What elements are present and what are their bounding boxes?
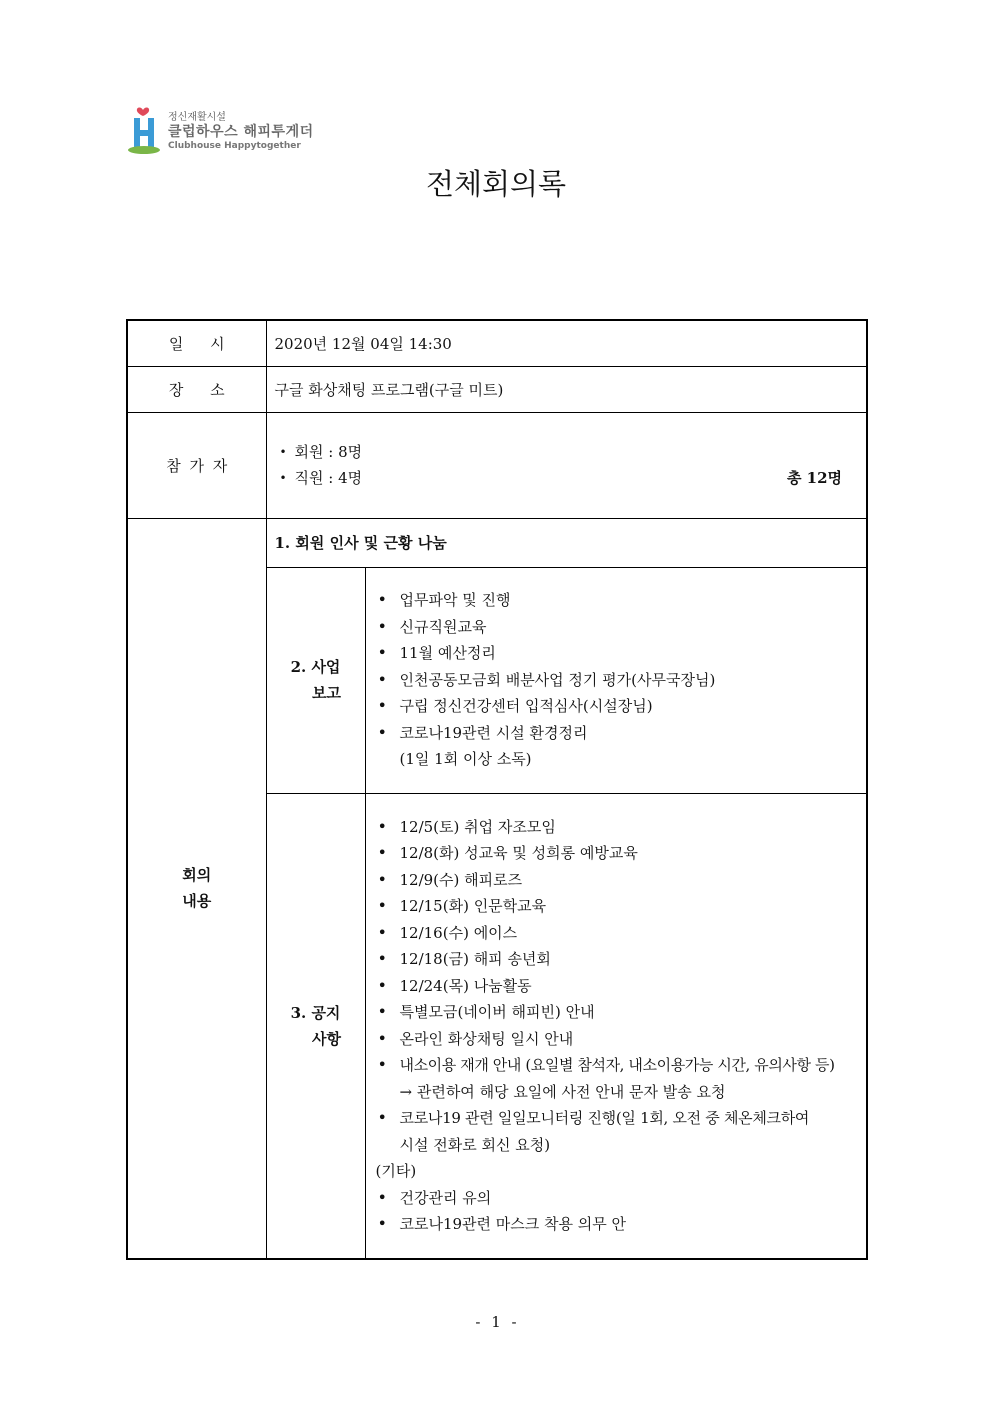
list-item: • 온라인 화상채팅 일시 안내 [374,1026,859,1053]
logo [128,104,328,156]
section-3-label-1: 3. 공지 [290,1003,341,1022]
list-item: • 신규직원교육 [374,614,859,641]
section-2-label [266,567,365,793]
list-item: • 12/16(수) 에이스 [374,920,859,947]
list-item: • 코로나19관련 마스크 착용 의무 안 [374,1211,859,1238]
list-item: • 12/18(금) 해피 송년회 [374,946,859,973]
logo-line-3: Clubhouse Happytogether [168,141,301,151]
list-item: • 12/15(화) 인문학교육 [374,893,859,920]
section-2-label-1: 2. 사업 [290,658,341,676]
page-number: - 1 - [475,1313,517,1331]
list-item: • 코로나19관련 시설 환경정리 [374,720,859,747]
list-item: • 구립 정신건강센터 입적심사(시설장님) [374,693,859,720]
list-item: • 12/8(화) 성교육 및 성희롱 예방교육 [374,840,859,867]
attendees-cell [266,412,867,518]
section-3-label-2: 사항 [312,1029,341,1048]
list-item-continuation: → 관련하여 해당 요일에 사전 안내 문자 발송 요청 [399,1082,726,1101]
list-item: • 코로나19 관련 일일모니터링 진행(일 1회, 오전 중 체온체크하여 [374,1105,859,1132]
date-label: 일 시 [127,320,266,366]
row-date [127,320,867,366]
list-item: • 인천공동모금회 배분사업 정기 평가(사무국장님) [374,667,859,694]
list-item: • 12/9(수) 해피로즈 [374,867,859,894]
section-2-content [365,567,867,793]
list-item-continuation: 시설 전화로 회신 요청) [399,1135,551,1154]
list-item: • 11월 예산정리 [374,640,859,667]
list-item-continuation: (1일 1회 이상 소독) [399,750,532,769]
attendee-staff-text: 직원 : 4명 [294,469,363,487]
section-1-title: 1. 회원 인사 및 근황 나눔 [266,518,867,567]
logo-line-2: 클럽하우스 해피투게더 [168,124,314,140]
section-3-label [266,793,365,1259]
row-attendees [127,412,867,518]
place-label: 장 소 [127,366,266,412]
list-item: • 특별모금(네이버 해피빈) 안내 [374,999,859,1026]
attendee-staff [275,465,859,491]
logo-line-1: 정신재활시설 [168,112,226,123]
content-label-1: 회의 [182,866,212,885]
attendees-label: 참 가 자 [127,412,266,518]
content-label [127,518,266,1259]
list-item: • 12/24(목) 나눔활동 [374,973,859,1000]
list-item: • 건강관리 유의 [374,1185,859,1212]
list-item: • 내소이용 재개 안내 (요일별 참석자, 내소이용가능 시간, 유의사항 등) [374,1052,859,1079]
attendees-list [275,439,859,491]
section-3-list [374,814,859,1238]
section-2-list [374,587,859,773]
list-item: • 업무파악 및 진행 [374,587,859,614]
page-title: 전체회의록 [425,167,567,201]
minutes-table [126,319,868,1260]
date-value: 2020년 12월 04일 14:30 [266,320,867,366]
logo-mark-icon [128,104,164,156]
attendee-total: 총 12명 [786,469,843,487]
content-label-2: 내용 [182,892,212,911]
list-item: • 12/5(토) 취업 자조모임 [374,814,859,841]
attendee-members: • 회원 : 8명 [275,439,859,465]
row-place [127,366,867,412]
section-2-label-2: 보고 [312,684,341,702]
list-subheading: (기타) [375,1162,417,1181]
row-section-1 [127,518,867,567]
place-value: 구글 화상채팅 프로그램(구글 미트) [266,366,867,412]
section-3-content [365,793,867,1259]
